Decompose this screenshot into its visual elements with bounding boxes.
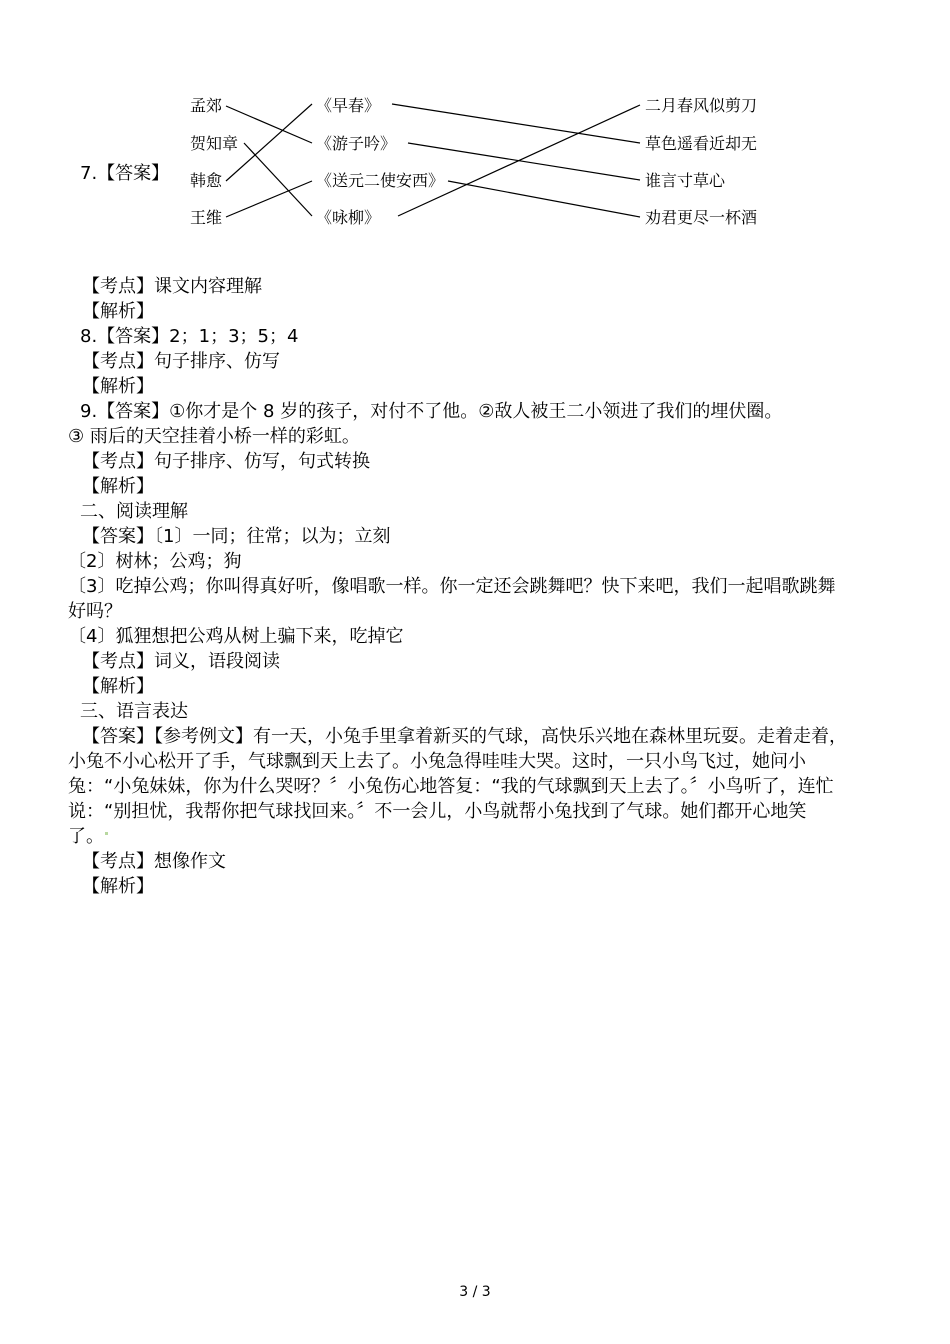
reading-answer-3-cont: 好吗？ bbox=[68, 601, 122, 622]
line-songyuan-quanjun bbox=[448, 181, 640, 217]
essay-line-5: 了。 bbox=[68, 826, 104, 847]
kaodian-7: 【考点】课文内容理解 bbox=[82, 276, 262, 297]
essay-line-2: 小兔不小心松开了手，气球飘到天上去了。小兔急得哇哇大哭。这时，一只小鸟飞过，她问小 bbox=[68, 751, 806, 772]
verse-2: 草色遥看近却无 bbox=[645, 134, 758, 153]
reading-answer-2: 〔2〕树林；公鸡；狗 bbox=[68, 551, 242, 572]
reading-answer-3: 〔3〕吃掉公鸡；你叫得真好听，像唱歌一样。你一定还会跳舞吧？快下来吧，我们一起唱歌跳舞 bbox=[68, 576, 836, 597]
jiexi-7: 【解析】 bbox=[82, 301, 154, 322]
matching-lines bbox=[0, 0, 950, 260]
verse-3: 谁言寸草心 bbox=[645, 171, 726, 190]
kaodian-reading: 【考点】词义，语段阅读 bbox=[82, 651, 280, 672]
kaodian-expression: 【考点】想像作文 bbox=[82, 851, 226, 872]
reading-answer-1: 【答案】〔1〕一同；往常；以为；立刻 bbox=[82, 526, 391, 547]
kaodian-8: 【考点】句子排序、仿写 bbox=[82, 351, 280, 372]
section-reading: 二、阅读理解 bbox=[80, 501, 188, 522]
line-wangwei-songyuan bbox=[226, 181, 312, 217]
essay-line-4: 说：“别担忧，我帮你把气球找回来。〞不一会儿，小鸟就帮小兔找到了气球。她们都开心地笑 bbox=[68, 801, 807, 822]
line-zaochun-caose bbox=[392, 104, 640, 143]
essay-line-1: 【答案】【参考例文】有一天，小兔手里拿着新买的气球，高快乐兴地在森林里玩耍。走着走着， bbox=[82, 726, 847, 747]
reading-answer-4: 〔4〕狐狸想把公鸡从树上骗下来，吃掉它 bbox=[68, 626, 404, 647]
poem-4: 《咏柳》 bbox=[316, 208, 381, 227]
verse-1: 二月春风似剪刀 bbox=[645, 96, 758, 115]
jiexi-9: 【解析】 bbox=[82, 476, 154, 497]
line-youziyin-shuiyan bbox=[408, 143, 640, 180]
kaodian-9: 【考点】句子排序、仿写，句式转换 bbox=[82, 451, 370, 472]
poem-3: 《送元二使安西》 bbox=[316, 171, 445, 190]
poet-3: 韩愈 bbox=[190, 171, 223, 190]
essay-line-3: 兔：“小兔妹妹，你为什么哭呀？〞小兔伤心地答复：“我的气球飘到天上去了。〞小鸟听了，连忙 bbox=[68, 776, 834, 797]
line-yongliu-eryue bbox=[398, 105, 640, 216]
jiexi-expression: 【解析】 bbox=[82, 876, 154, 897]
poet-2: 贺知章 bbox=[190, 134, 239, 153]
page-number: 3 / 3 bbox=[459, 1284, 491, 1300]
answer-9-cont: ③ 雨后的天空挂着小桥一样的彩虹。 bbox=[68, 426, 360, 447]
jiexi-reading: 【解析】 bbox=[82, 676, 154, 697]
section-expression: 三、语言表达 bbox=[80, 701, 188, 722]
poem-2: 《游子吟》 bbox=[316, 134, 397, 153]
answer-9: 9.【答案】①你才是个 8 岁的孩子，对付不了他。②敌人被王二小领进了我们的埋伏圈。 bbox=[80, 401, 783, 422]
poet-1: 孟郊 bbox=[190, 96, 223, 115]
line-mengjiao-youziyin bbox=[226, 106, 312, 143]
stray-dot bbox=[105, 832, 108, 835]
q7-label: 7.【答案】 bbox=[80, 163, 170, 184]
poem-1: 《早春》 bbox=[316, 96, 381, 115]
jiexi-8: 【解析】 bbox=[82, 376, 154, 397]
answer-8: 8.【答案】2；1；3；5；4 bbox=[80, 326, 299, 347]
verse-4: 劝君更尽一杯酒 bbox=[645, 208, 758, 227]
poet-4: 王维 bbox=[190, 208, 223, 227]
